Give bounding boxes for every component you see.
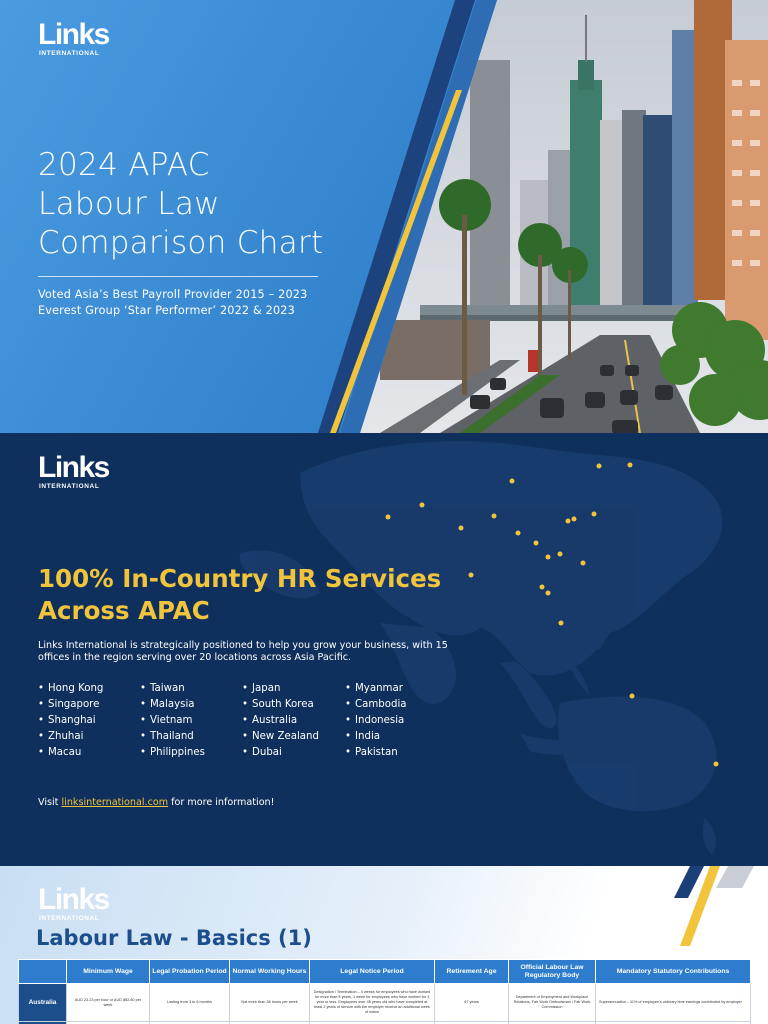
services-heading [38, 563, 468, 627]
location-item: • India [345, 729, 449, 745]
location-item: • Thailand [140, 729, 244, 745]
table-cell: Designation / Termination – 4 weeks for employees who have worked for more than 5 years, 1 week for employees who have worked for 1 year or less. Employees over 45 years old who have completed at least 2 years of service with the employer receive an additional week of notice [310, 984, 435, 1022]
location-item: • Hong Kong [38, 681, 142, 697]
cover-title [38, 146, 398, 263]
logo-subtext: INTERNATIONAL [39, 50, 100, 57]
location-item: • Zhuhai [38, 729, 142, 745]
links-logo[interactable] [38, 885, 109, 923]
location-item: • South Korea [242, 697, 346, 713]
cover-title-line: Comparison Chart [38, 225, 324, 261]
table-cell: Not more than 38 hours per week [230, 984, 310, 1022]
labour-law-basics-page [0, 866, 768, 1024]
location-item: • Philippines [140, 745, 244, 761]
column-header: Legal Notice Period [310, 960, 435, 984]
award-line: Voted Asia’s Best Payroll Provider 2015 – 2023 [38, 288, 308, 301]
logo-subtext: INTERNATIONAL [39, 915, 100, 922]
location-item: • Myanmar [345, 681, 449, 697]
basics-heading: Labour Law - Basics (1) [36, 926, 312, 950]
locations-column [38, 681, 142, 761]
logo-wordmark: Links [38, 18, 109, 51]
visit-suffix: for more information! [168, 797, 275, 808]
services-page [0, 433, 768, 866]
table-cell: Superannuation – 11% of employee's ordinary time earnings contributed by employer [596, 984, 751, 1022]
links-logo[interactable] [38, 453, 109, 491]
column-header: Legal Probation Period [150, 960, 230, 984]
column-header: Minimum Wage [67, 960, 150, 984]
location-item: • New Zealand [242, 729, 346, 745]
table-cell: Department of Employment and Workplace Relations, Fair Work Ombudsman / Fair Work Commission [509, 984, 596, 1022]
cover-subtitle [38, 287, 368, 319]
locations-column [345, 681, 449, 761]
table-cell: Lasting from 3 to 6 months [150, 984, 230, 1022]
logo-wordmark: Links [38, 451, 109, 484]
location-item: • Macau [38, 745, 142, 761]
services-heading-line: Across APAC [38, 596, 210, 625]
location-item: • Taiwan [140, 681, 244, 697]
table-header-row [19, 960, 751, 984]
labour-law-table [18, 959, 751, 1024]
location-item: • Vietnam [140, 713, 244, 729]
links-logo[interactable] [38, 20, 109, 58]
visit-prefix: Visit [38, 797, 62, 808]
cover-title-line: Labour Law [38, 186, 220, 222]
cover-title-line: 2024 APAC [38, 147, 210, 183]
column-header: Normal Working Hours [230, 960, 310, 984]
location-item: • Japan [242, 681, 346, 697]
services-heading-line: 100% In-Country HR Services [38, 564, 442, 593]
logo-wordmark: Links [38, 883, 109, 916]
table-cell: AUD 23.23 per hour or AUD 882.80 per week [67, 984, 150, 1022]
column-header [19, 960, 67, 984]
location-item: • Pakistan [345, 745, 449, 761]
location-item: • Shanghai [38, 713, 142, 729]
location-item: • Cambodia [345, 697, 449, 713]
location-item: • Malaysia [140, 697, 244, 713]
logo-subtext: INTERNATIONAL [39, 483, 100, 490]
column-header: Mandatory Statutory Contributions [596, 960, 751, 984]
award-line: Everest Group ‘Star Performer’ 2022 & 2023 [38, 304, 295, 317]
location-item: • Dubai [242, 745, 346, 761]
column-header: Retirement Age [435, 960, 509, 984]
visit-text [38, 797, 275, 809]
locations-column [242, 681, 346, 761]
location-item: • Singapore [38, 697, 142, 713]
column-header: Official Labour Law Regulatory Body [509, 960, 596, 984]
location-item: • Australia [242, 713, 346, 729]
table-cell: 67 years [435, 984, 509, 1022]
locations-column [140, 681, 244, 761]
website-link[interactable]: linksinternational.com [61, 797, 169, 808]
cover-page [0, 0, 768, 433]
title-divider [38, 276, 318, 277]
table-row [19, 984, 751, 1022]
country-cell: Australia [19, 984, 67, 1022]
services-description: Links International is strategically positioned to help you grow your business, with 15 offices in the region serving over 20 locations across Asia Pacific. [38, 640, 448, 663]
location-item: • Indonesia [345, 713, 449, 729]
decorative-stripes [670, 866, 768, 956]
